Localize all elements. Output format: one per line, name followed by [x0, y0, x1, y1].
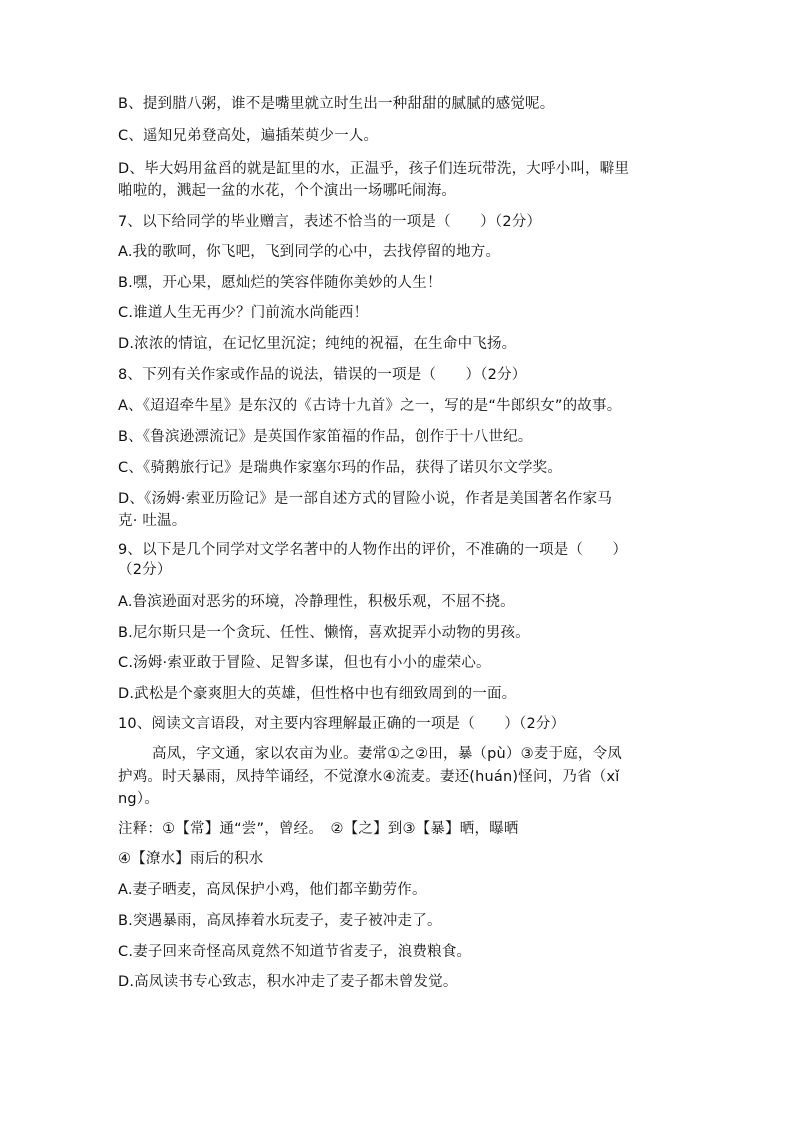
- q9-option-b: B.尼尔斯只是一个贪玩、任性、懒惰，喜欢捉弄小动物的男孩。: [118, 625, 530, 641]
- q8-option-c: C、《骑鹅旅行记》是瑞典作家塞尔玛的作品，获得了诺贝尔文学奖。: [118, 460, 563, 476]
- q10-option-a: A.妻子晒麦，高凤保护小鸡，他们都辛勤劳作。: [118, 882, 427, 898]
- q7-option-b: B.嘿，开心果，愿灿烂的笑容伴随你美妙的人生！: [118, 275, 442, 291]
- q7-option-c: C.谁道人生无再少？门前流水尚能西！: [118, 305, 369, 321]
- classical-passage-end: ng）。: [118, 791, 159, 807]
- q8-option-a: A、《迢迢牵牛星》是东汉的《古诗十九首》之一，写的是“牛郎织女”的故事。: [118, 398, 622, 414]
- q10-option-c: C.妻子回来奇怪高凤竟然不知道节省麦子，浪费粮食。: [118, 944, 472, 960]
- question-7: 7、以下给同学的毕业赠言，表述不恰当的一项是（ ）（2分）: [118, 214, 542, 230]
- q10-option-b: B.突遇暴雨，高凤捧着水玩麦子，麦子被冲走了。: [118, 913, 442, 929]
- question-8: 8、下列有关作家或作品的说法，错误的一项是（ ）（2分）: [118, 367, 527, 383]
- option-b-text: B、提到腊八粥，谁不是嘴里就立时生出一种甜甜的腻腻的感觉呢。: [118, 96, 555, 112]
- q8-option-b: B、《鲁滨逊漂流记》是英国作家笛福的作品，创作于十八世纪。: [118, 429, 533, 445]
- question-10: 10、阅读文言语段，对主要内容理解最正确的一项是（ ）（2分）: [118, 716, 566, 732]
- q8-option-d-cont: 克· 吐温。: [118, 513, 187, 529]
- annotation-line-2: ④【潦水】雨后的积水: [118, 851, 264, 867]
- option-c-text: C、遥知兄弟登高处，遍插茱萸少一人。: [118, 128, 379, 144]
- option-d-text: D、毕大妈用盆舀的就是缸里的水，正温乎，孩子们连玩带洗，大呼小叫，噼里: [118, 161, 630, 177]
- q9-option-a: A.鲁滨逊面对恶劣的环境，冷静理性，积极乐观，不屈不挠。: [118, 594, 515, 610]
- annotation-line-1: 注释：①【常】通“尝”，曾经。 ②【之】到③【暴】晒，曝晒: [118, 821, 519, 837]
- q7-option-a: A.我的歌呵，你飞吧，飞到同学的心中，去找停留的地方。: [118, 244, 501, 260]
- q10-option-d: D.高凤读书专心致志，积水冲走了麦子都未曾发觉。: [118, 974, 458, 990]
- question-9: 9、以下是几个同学对文学名著中的人物作出的评价，不准确的一项是（ ）: [118, 542, 628, 558]
- q9-option-c: C.汤姆·索亚敢于冒险、足智多谋，但也有小小的虚荣心。: [118, 655, 491, 671]
- question-9-cont: （2分）: [118, 562, 172, 578]
- option-d-text-cont: 啪啦的，溅起一盆的水花，个个演出一场哪吒闹海。: [118, 183, 457, 199]
- q7-option-d: D.浓浓的情谊，在记忆里沉淀；纯纯的祝福，在生命中飞扬。: [118, 336, 517, 352]
- q8-option-d: D、《汤姆·索亚历险记》是一部自述方式的冒险小说，作者是美国著名作家马: [118, 491, 613, 507]
- q9-option-d: D.武松是个豪爽胆大的英雄，但性格中也有细致周到的一面。: [118, 686, 517, 702]
- classical-passage: 高凤，字文通，家以农亩为业。妻常①之②田，暴（pù）③麦于庭，令凤: [152, 746, 622, 762]
- classical-passage-cont: 护鸡。时天暴雨，凤持竿诵经，不觉潦水④流麦。妻还(huán)怪问，乃省（xǐ: [118, 769, 620, 785]
